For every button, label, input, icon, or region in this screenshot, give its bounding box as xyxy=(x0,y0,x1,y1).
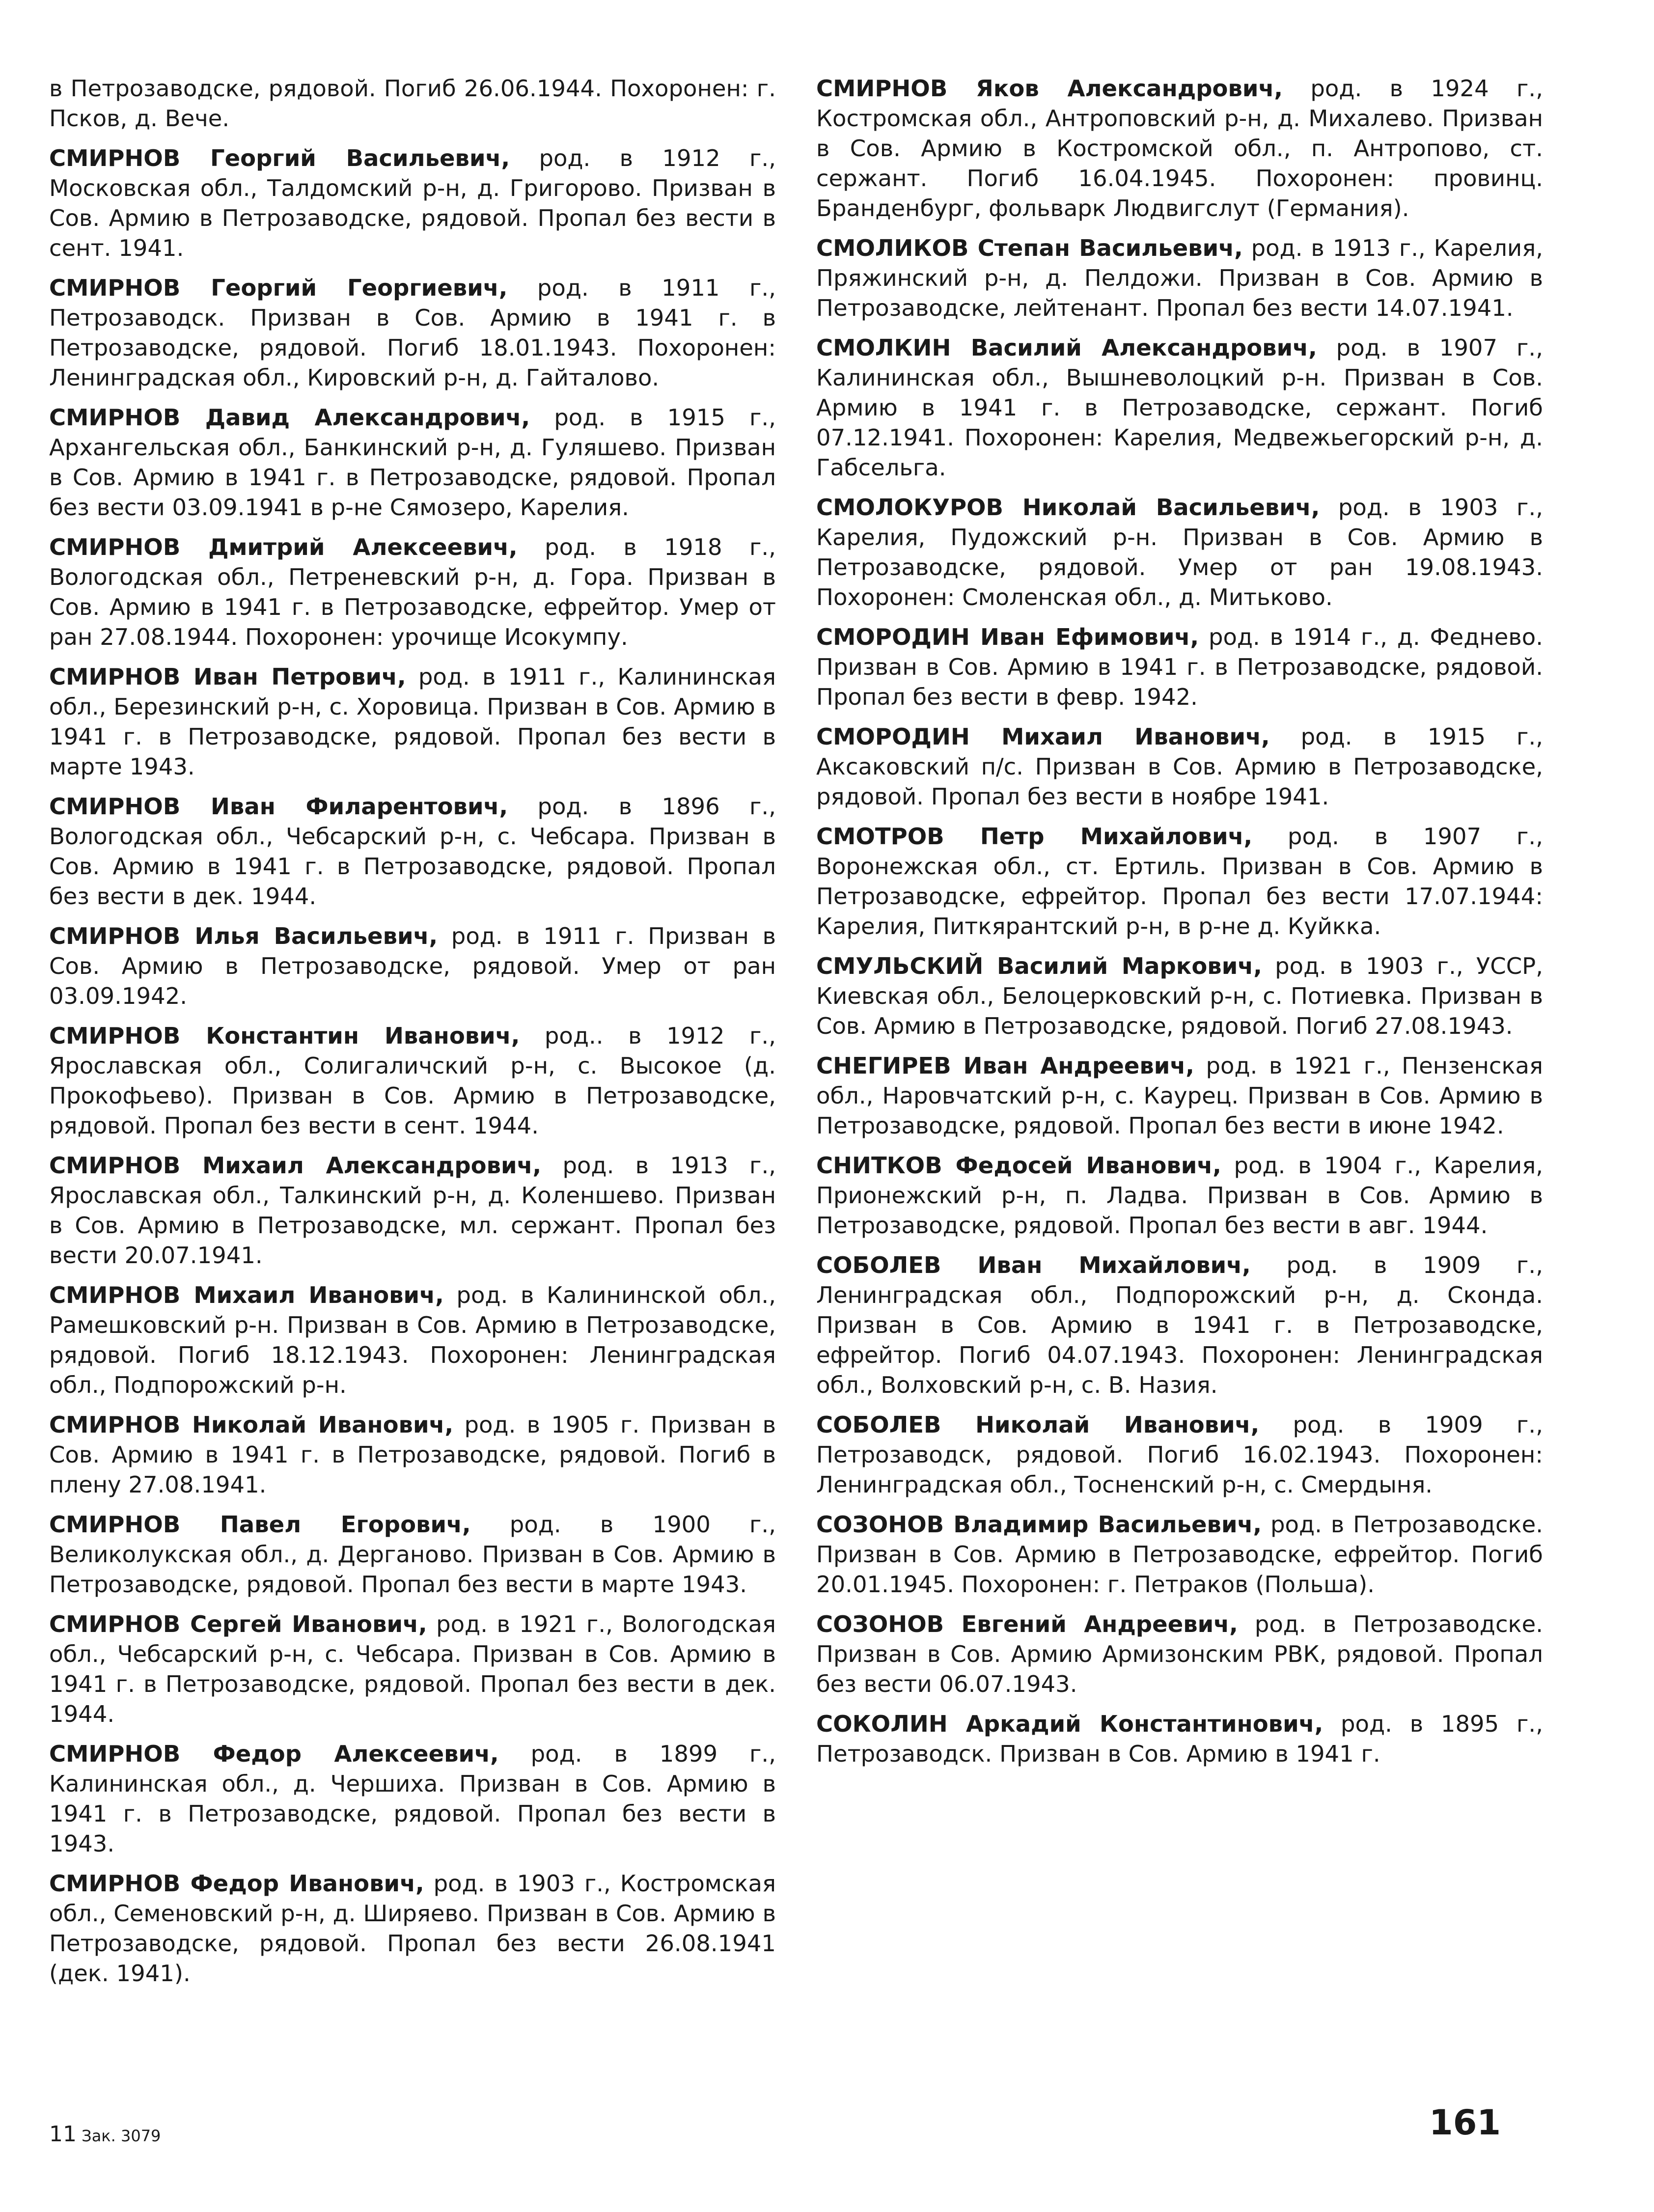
entry-text: род. в Петрозаводске. Призван в Сов. Армию Армизонским РВК, рядовой. Пропал без вести 06.07.1943. xyxy=(816,1611,1543,1697)
right-column xyxy=(816,74,1543,1779)
biography-entry xyxy=(816,1510,1543,1600)
entry-text: род. в 1915 г., Архангельская обл., Банкинский р-н, д. Гуляшево. Призван в Сов. Армию в 1941 г. в Петрозаводске, рядовой. Пропал без вести 03.09.1941 в р-не Сямозеро, Карелия. xyxy=(49,404,776,521)
person-name: СМИРНОВ Георгий Георгиевич, xyxy=(49,275,508,301)
entry-text: род. в 1911 г., Калининская обл., Березинский р-н, с. Хоровица. Призван в Сов. Армию в 1941 г. в Петрозаводске, рядовой. Пропал без вести в марте 1943. xyxy=(49,664,776,780)
biography-entry xyxy=(816,233,1543,323)
entry-text: род. в 1915 г., Аксаковский п/с. Призван в Сов. Армию в Петрозаводске, рядовой. Пропал без вести в ноябре 1941. xyxy=(816,723,1544,810)
biography-entry xyxy=(49,143,776,263)
person-name: СМИРНОВ Сергей Иванович, xyxy=(49,1611,427,1637)
entry-text: род. в 1918 г., Вологодская обл., Петреневский р-н, д. Гора. Призван в Сов. Армию в 1941 г. в Петрозаводске, ефрейтор. Умер от ран 27.08.1944. Похоронен: урочище Исокумпу. xyxy=(49,534,776,650)
entry-text: в Петрозаводске, рядовой. Погиб 26.06.1944. Похоронен: г. Псков, д. Вече. xyxy=(49,75,776,132)
person-name: СОБОЛЕВ Николай Иванович, xyxy=(816,1411,1260,1438)
biography-entry xyxy=(49,1021,776,1141)
entry-text: род. в 1903 г., Костромская обл., Семеновский р-н, д. Ширяево. Призван в Сов. Армию в Петрозаводске, рядовой. Пропал без вести 26.08.1941 (дек. 1941). xyxy=(49,1870,776,1987)
biography-entry xyxy=(816,493,1543,612)
person-name: СМИРНОВ Константин Иванович, xyxy=(49,1023,520,1049)
biography-entry xyxy=(816,1709,1543,1769)
entry-text: род. в 1911 г., Петрозаводск. Призван в Сов. Армию в 1941 г. в Петрозаводске, рядовой. Погиб 18.01.1943. Похоронен: Ленинградская обл., Кировский р-н, д. Гайталово. xyxy=(49,275,776,391)
person-name: СМОРОДИН Михаил Иванович, xyxy=(816,723,1270,750)
biography-entry xyxy=(49,921,776,1011)
biography-entry xyxy=(816,1609,1543,1699)
biography-entry xyxy=(816,722,1543,812)
entry-text: род. в Калининской обл., Рамешковский р-н. Призван в Сов. Армию в Петрозаводске, рядовой. Погиб 18.12.1943. Похоронен: Ленинградская обл., Подпорожский р-н. xyxy=(49,1282,776,1398)
biography-entry xyxy=(816,1051,1543,1141)
biography-entry xyxy=(49,1869,776,1989)
person-name: СМИРНОВ Яков Александрович, xyxy=(816,75,1283,102)
biography-entry xyxy=(49,1510,776,1600)
person-name: СМИРНОВ Илья Васильевич, xyxy=(49,923,438,949)
biography-entry xyxy=(49,1280,776,1400)
left-column xyxy=(49,74,776,1998)
biography-entry xyxy=(49,1151,776,1271)
person-name: СМИРНОВ Павел Егорович, xyxy=(49,1511,471,1538)
entry-text: род. в 1907 г., Калининская обл., Вышневолоцкий р-н. Призван в Сов. Армию в 1941 г. в Петрозаводске, сержант. Погиб 07.12.1941. Похоронен: Карелия, Медвежьегорский р-н, д. Габсельга. xyxy=(816,334,1543,481)
person-name: СОБОЛЕВ Иван Михайлович, xyxy=(816,1252,1251,1278)
biography-entry xyxy=(49,1609,776,1729)
biography-entry xyxy=(49,532,776,652)
person-name: СМУЛЬСКИЙ Василий Маркович, xyxy=(816,953,1262,979)
entry-text: род. в 1896 г., Вологодская обл., Чебсарский р-н, с. Чебсара. Призван в Сов. Армию в 1941 г. в Петрозаводске, рядовой. Пропал без вести в дек. 1944. xyxy=(49,793,776,910)
entry-text: род. в 1911 г. Призван в Сов. Армию в Петрозаводске, рядовой. Умер от ран 03.09.1942. xyxy=(49,923,776,1009)
entry-text: род. в 1914 г., д. Феднево. Призван в Сов. Армию в 1941 г. в Петрозаводске, рядовой. Пропал без вести в февр. 1942. xyxy=(816,624,1544,710)
person-name: СМИРНОВ Иван Филарентович, xyxy=(49,793,508,820)
person-name: СНЕГИРЕВ Иван Андреевич, xyxy=(816,1052,1194,1079)
person-name: СМИРНОВ Иван Петрович, xyxy=(49,664,406,690)
person-name: СМИРНОВ Дмитрий Алексеевич, xyxy=(49,534,518,560)
person-name: СНИТКОВ Федосей Иванович, xyxy=(816,1152,1221,1179)
signature-number: 11 xyxy=(49,2122,77,2147)
entry-text: род. в Петрозаводске. Призван в Сов. Армию в Петрозаводске, ефрейтор. Погиб 20.01.1945. Похоронен: г. Петраков (Польша). xyxy=(816,1511,1544,1598)
entry-text: род. в 1899 г., Калининская обл., д. Чершиха. Призван в Сов. Армию в 1941 г. в Петрозаводске, рядовой. Пропал без вести в 1943. xyxy=(49,1741,776,1857)
biography-entry xyxy=(816,74,1543,223)
entry-text: род. в 1913 г., Карелия, Пряжинский р-н, д. Пелдожи. Призван в Сов. Армию в Петрозаводске, лейтенант. Пропал без вести 14.07.1941. xyxy=(816,235,1543,321)
entry-text: род. в 1913 г., Ярославская обл., Талкинский р-н, д. Коленшево. Призван в Сов. Армию в Петрозаводске, мл. сержант. Пропал без вести 20.07.1941. xyxy=(49,1152,776,1269)
person-name: СОЗОНОВ Владимир Васильевич, xyxy=(816,1511,1262,1538)
printer-signature xyxy=(49,2122,161,2147)
signature-order: Зак. 3079 xyxy=(82,2127,161,2145)
entry-text: род. в 1904 г., Карелия, Прионежский р-н, п. Ладва. Призван в Сов. Армию в Петрозаводске, рядовой. Пропал без вести в авг. 1944. xyxy=(816,1152,1543,1239)
biography-entry xyxy=(816,333,1543,483)
entry-text: род. в 1921 г., Вологодская обл., Чебсарский р-н, с. Чебсара. Призван в Сов. Армию в 1941 г. в Петрозаводске, рядовой. Пропал без вести в дек. 1944. xyxy=(49,1611,776,1727)
biography-entry xyxy=(816,1410,1543,1500)
person-name: СМИРНОВ Николай Иванович, xyxy=(49,1411,454,1438)
biography-entry xyxy=(816,822,1543,941)
person-name: СМИРНОВ Давид Александрович, xyxy=(49,404,530,431)
biography-entry xyxy=(816,951,1543,1041)
page-number: 161 xyxy=(1429,2102,1501,2143)
entry-text: род. в 1921 г., Пензенская обл., Наровчатский р-н, с. Каурец. Призван в Сов. Армию в Петрозаводске, рядовой. Пропал без вести в июне 1942. xyxy=(816,1052,1544,1139)
person-name: СМИРНОВ Михаил Иванович, xyxy=(49,1282,444,1308)
entry-text: род. в 1900 г., Великолукская обл., д. Дерганово. Призван в Сов. Армию в Петрозаводске, рядовой. Пропал без вести в марте 1943. xyxy=(49,1511,776,1598)
person-name: СМОЛОКУРОВ Николай Васильевич, xyxy=(816,494,1320,521)
person-name: СМОТРОВ Петр Михайлович, xyxy=(816,823,1253,850)
biography-entry xyxy=(49,273,776,393)
entry-text: род. в 1905 г. Призван в Сов. Армию в 1941 г. в Петрозаводске, рядовой. Погиб в плену 27.08.1941. xyxy=(49,1411,776,1498)
entry-text: род. в 1909 г., Петрозаводск, рядовой. Погиб 16.02.1943. Похоронен: Ленинградская обл., Тосненский р-н, с. Смердыня. xyxy=(816,1411,1543,1498)
biography-entry xyxy=(49,662,776,782)
entry-text: род. в 1903 г., УССР, Киевская обл., Белоцерковский р-н, с. Потиевка. Призван в Сов. Армию в Петрозаводске, рядовой. Погиб 27.08.1943. xyxy=(816,953,1544,1039)
entry-text: род. в 1903 г., Карелия, Пудожский р-н. Призван в Сов. Армию в Петрозаводске, рядовой. Умер от ран 19.08.1943. Похоронен: Смоленская обл., д. Митьково. xyxy=(816,494,1544,610)
person-name: СМОЛКИН Василий Александрович, xyxy=(816,334,1317,361)
person-name: СМИРНОВ Георгий Васильевич, xyxy=(49,145,510,171)
biography-entry xyxy=(49,1739,776,1859)
person-name: СМИРНОВ Федор Алексеевич, xyxy=(49,1741,499,1767)
biography-entry xyxy=(49,792,776,912)
person-name: СМОЛИКОВ Степан Васильевич, xyxy=(816,235,1243,261)
person-name: СМОРОДИН Иван Ефимович, xyxy=(816,624,1199,650)
entry-text: род. в 1907 г., Воронежская обл., ст. Ертиль. Призван в Сов. Армию в Петрозаводске, ефрейтор. Пропал без вести 17.07.1944: Карелия, Питкярантский р-н, в р-не д. Куйкка. xyxy=(816,823,1543,940)
person-name: СМИРНОВ Михаил Александрович, xyxy=(49,1152,542,1179)
entry-text: род. в 1895 г., Петрозаводск. Призван в Сов. Армию в 1941 г. xyxy=(816,1711,1543,1767)
entry-text: род. в 1909 г., Ленинградская обл., Подпорожский р-н, д. Сконда. Призван в Сов. Армию в 1941 г. в Петрозаводске, ефрейтор. Погиб 04.07.1943. Похоронен: Ленинградская обл., Волховский р-н, с. В. Назия. xyxy=(816,1252,1543,1398)
biography-entry xyxy=(816,1250,1543,1400)
entry-text: род. в 1912 г., Московская обл., Талдомский р-н, д. Григорово. Призван в Сов. Армию в Петрозаводске, рядовой. Пропал без вести в сент. 1941. xyxy=(49,145,776,261)
biography-entry xyxy=(816,1151,1543,1241)
biography-entry xyxy=(49,403,776,523)
biography-entry xyxy=(49,74,776,134)
person-name: СМИРНОВ Федор Иванович, xyxy=(49,1870,424,1897)
biography-entry xyxy=(49,1410,776,1500)
entry-text: род. в 1924 г., Костромская обл., Антроповский р-н, д. Михалево. Призван в Сов. Армию в Костромской обл., п. Антропово, ст. сержант. Погиб 16.04.1945. Похоронен: провинц. Бранденбург, фольварк Людвигслут (Германия). xyxy=(816,75,1543,221)
biography-entry xyxy=(816,622,1543,712)
person-name: СОКОЛИН Аркадий Константинович, xyxy=(816,1711,1323,1737)
entry-text: род.. в 1912 г., Ярославская обл., Солигаличский р-н, с. Высокое (д. Прокофьево). Призван в Сов. Армию в Петрозаводске, рядовой. Пропал без вести в сент. 1944. xyxy=(49,1023,776,1139)
person-name: СОЗОНОВ Евгений Андреевич, xyxy=(816,1611,1238,1637)
